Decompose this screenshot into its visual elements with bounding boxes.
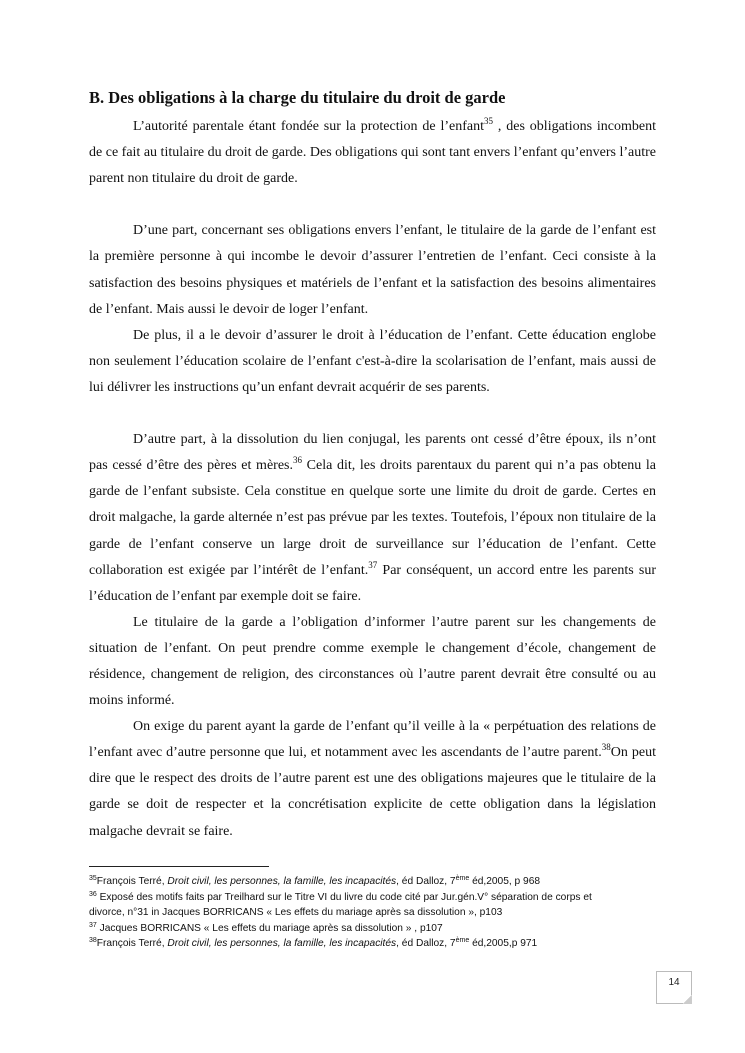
footnote-title: Droit civil, les personnes, la famille, les incapacités	[167, 876, 397, 887]
page-number-box	[656, 971, 692, 1004]
paragraph-6-text-a: On exige du parent ayant la garde de l’enfant qu’il veille à la « perpétuation des relations de l’enfant avec d’autre personne que lui, et notamment avec les ascendants de l’autre parent.	[89, 719, 656, 761]
paragraph-5: Le titulaire de la garde a l’obligation d’informer l’autre parent sur les changements de situation de l’enfant. On peut prendre comme exemple le changement d’école, changement de résidence, changement de religion, des circonstances où l’autre parent devrait être consulté ou au moins informé.	[89, 614, 656, 709]
footnote-publisher: , éd Dalloz, 7	[396, 938, 456, 950]
footnote-ref-38[interactable]: 38	[601, 742, 611, 753]
footnotes	[89, 874, 659, 952]
paragraph-1-text-b: , des obligations incombent de ce fait au titulaire du droit de garde. Des obligations qui sont tant envers l’enfant qu’envers l’autre parent non titulaire du droit de garde.	[89, 119, 657, 187]
footnote-ref-36[interactable]: 36	[293, 455, 302, 466]
paragraph-4-text-c: Par conséquent, un accord entre les parents sur l’éducation de l’enfant par exemple doit se faire.	[89, 562, 656, 604]
footnote-edition: éd,2005,p 971	[469, 938, 538, 950]
footnote-text: Jacques BORRICANS « Les effets du mariage après sa dissolution » , p107	[96, 922, 443, 934]
paragraph-2: D’une part, concernant ses obligations envers l’enfant, le titulaire de la garde de l’enfant est la première personne à qui incombe le devoir d’assurer l’entretien de l’enfant. Ceci consiste à la satisfaction des besoins physiques et matériels de l’enfant et la satisfaction des besoins alimentaires de l’enfant. Mais aussi le devoir de loger l’enfant.	[89, 223, 656, 317]
paragraph-6	[89, 714, 656, 844]
footnote-author: François Terré,	[96, 938, 168, 950]
footnote-37	[89, 921, 659, 937]
paragraph-4-text-b: Cela dit, les droits parentaux du parent qui n’a pas obtenu la garde de l’enfant subsiste. Cela constitue en quelque sorte une limite du droit de garde. Certes en droit malgache, la garde alternée n’est pas prévue par les textes. Toutefois, l’époux non titulaire de la garde de l’enfant conserve un large droit de surveillance sur l’éducation de l’enfant. Cette collaboration est exigée par l’intérêt de l’enfant.	[89, 458, 657, 578]
paragraph-3: De plus, il a le devoir d’assurer le droit à l’éducation de l’enfant. Cette éducation englobe non seulement l’éducation scolaire de l’enfant c'est-à-dire la scolarisation de l’enfant, mais aussi de lui délivrer les instructions qu’un enfant devrait acquérir de ses parents.	[89, 327, 656, 395]
footnote-number: 38	[89, 937, 97, 945]
footnote-title: Droit civil, les personnes, la famille, les incapacités	[167, 938, 397, 950]
footnote-text: Exposé des motifs faits par Treilhard sur le Titre VI du livre du code cité par Jur.gén.V° séparation de corps et	[96, 891, 592, 903]
paragraph-4-text-a: D’autre part, à la dissolution du lien conjugal, les parents ont cessé d’être époux, ils n’ont pas cessé d’être des pères et mères.	[89, 432, 656, 474]
body-text	[89, 114, 656, 845]
page-number: 14	[668, 977, 680, 988]
footnote-38	[89, 936, 659, 952]
paragraph-1-text-a: L’autorité parentale étant fondée sur la protection de l’enfant	[133, 119, 485, 134]
footnote-ordinal: ème	[455, 937, 470, 945]
footnote-separator	[89, 866, 269, 867]
footnote-36	[89, 890, 659, 906]
page-fold-icon	[683, 995, 692, 1004]
footnote-edition: éd,2005, p 968	[469, 876, 541, 887]
paragraph-6-text-b: On peut dire que le respect des droits de l’autre parent est une des obligations majeures que le titulaire de la garde se doit de respecter et la concrétisation explicite de cette obligation dans la législation malgache devrait se faire.	[89, 745, 656, 839]
section-heading: B. Des obligations à la charge du titulaire du droit de garde	[89, 88, 506, 107]
paragraph-4	[89, 427, 656, 610]
footnote-ordinal: ème	[455, 875, 470, 882]
footnote-ref-35[interactable]: 35	[484, 116, 494, 126]
footnote-ref-37[interactable]: 37	[368, 559, 378, 570]
footnote-author: François Terré,	[96, 876, 168, 887]
footnote-35	[89, 874, 659, 890]
paragraph-1	[89, 114, 656, 192]
footnote-number: 35	[89, 875, 97, 882]
footnote-number: 36	[89, 890, 97, 898]
footnote-publisher: , éd Dalloz, 7	[396, 876, 456, 887]
footnote-number: 37	[89, 921, 97, 929]
footnote-36-cont: divorce, n°31 in Jacques BORRICANS « Les effets du mariage après sa dissolution », p103	[89, 907, 503, 919]
